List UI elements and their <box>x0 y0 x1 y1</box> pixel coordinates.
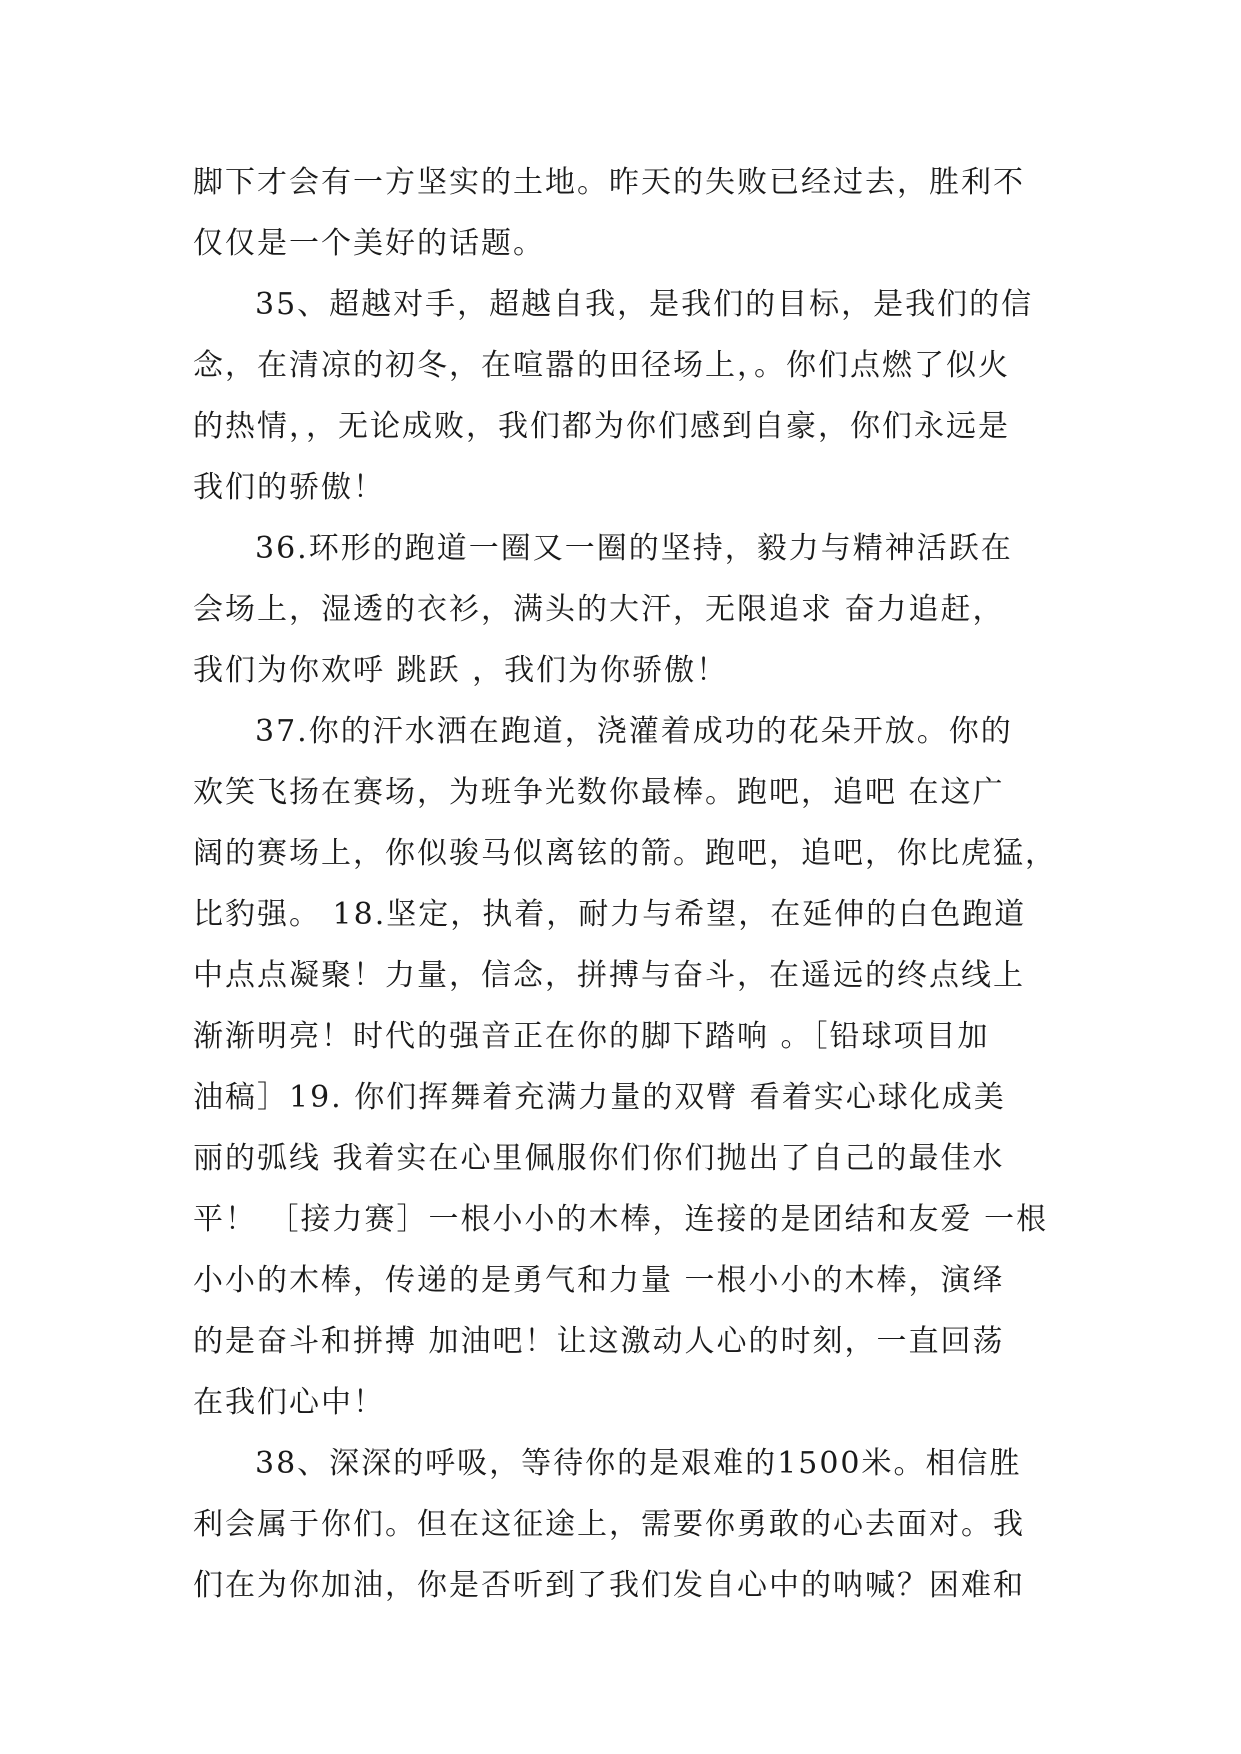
text-line: 念，在清凉的初冬，在喧嚣的田径场上，。你们点燃了似火 <box>193 348 1010 383</box>
text-line: 渐渐明亮！时代的强音正在你的脚下踏响 。［铅球项目加 <box>193 1019 990 1054</box>
text-line: 油稿］19. 你们挥舞着充满力量的双臂 看着实心球化成美 <box>193 1080 1006 1115</box>
text-line: 小小的木棒，传递的是勇气和力量 一根小小的木棒，演绎 <box>193 1263 1005 1298</box>
document-body <box>193 152 1055 1616</box>
text-line: 的热情，，无论成败，我们都为你们感到自豪，你们永远是 <box>193 409 1010 444</box>
text-line: 比豹强。 18.坚定，执着，耐力与希望，在延伸的白色跑道 <box>193 897 1027 932</box>
text-line: 我们的骄傲！ <box>193 470 385 505</box>
text-line: 欢笑飞扬在赛场，为班争光数你最棒。跑吧，追吧 在这广 <box>193 775 1005 810</box>
paragraph-start-38: 38、深深的呼吸，等待你的是艰难的1500米。相信胜 <box>255 1446 1022 1481</box>
text-line: 利会属于你们。但在这征途上，需要你勇敢的心去面对。我 <box>193 1507 1025 1542</box>
text-line: 我们为你欢呼 跳跃 ，我们为你骄傲！ <box>193 653 729 688</box>
paragraph-start-37: 37.你的汗水洒在跑道，浇灌着成功的花朵开放。你的 <box>255 714 1013 749</box>
text-line: 阔的赛场上，你似骏马似离铉的箭。跑吧，追吧，你比虎猛， <box>193 836 1057 871</box>
paragraph-start-35: 35、超越对手，超越自我，是我们的目标，是我们的信 <box>255 287 1034 322</box>
text-line: 在我们心中！ <box>193 1385 385 1420</box>
text-line: 仅仅是一个美好的话题。 <box>193 226 545 261</box>
text-line: 平！ ［接力赛］一根小小的木棒，连接的是团结和友爱 一根 <box>193 1202 1049 1237</box>
text-line: 脚下才会有一方坚实的土地。昨天的失败已经过去，胜利不 <box>193 165 1025 200</box>
text-line: 会场上，湿透的衣衫，满头的大汗，无限追求 奋力追赶， <box>193 592 1005 627</box>
text-line: 们在为你加油，你是否听到了我们发自心中的呐喊？困难和 <box>193 1568 1025 1603</box>
text-line: 的是奋斗和拼搏 加油吧！让这激动人心的时刻，一直回荡 <box>193 1324 1005 1359</box>
text-line: 中点点凝聚！力量，信念，拼搏与奋斗，在遥远的终点线上 <box>193 958 1025 993</box>
text-line: 丽的弧线 我着实在心里佩服你们你们抛出了自己的最佳水 <box>193 1141 1005 1176</box>
paragraph-start-36: 36.环形的跑道一圈又一圈的坚持，毅力与精神活跃在 <box>255 531 1013 566</box>
